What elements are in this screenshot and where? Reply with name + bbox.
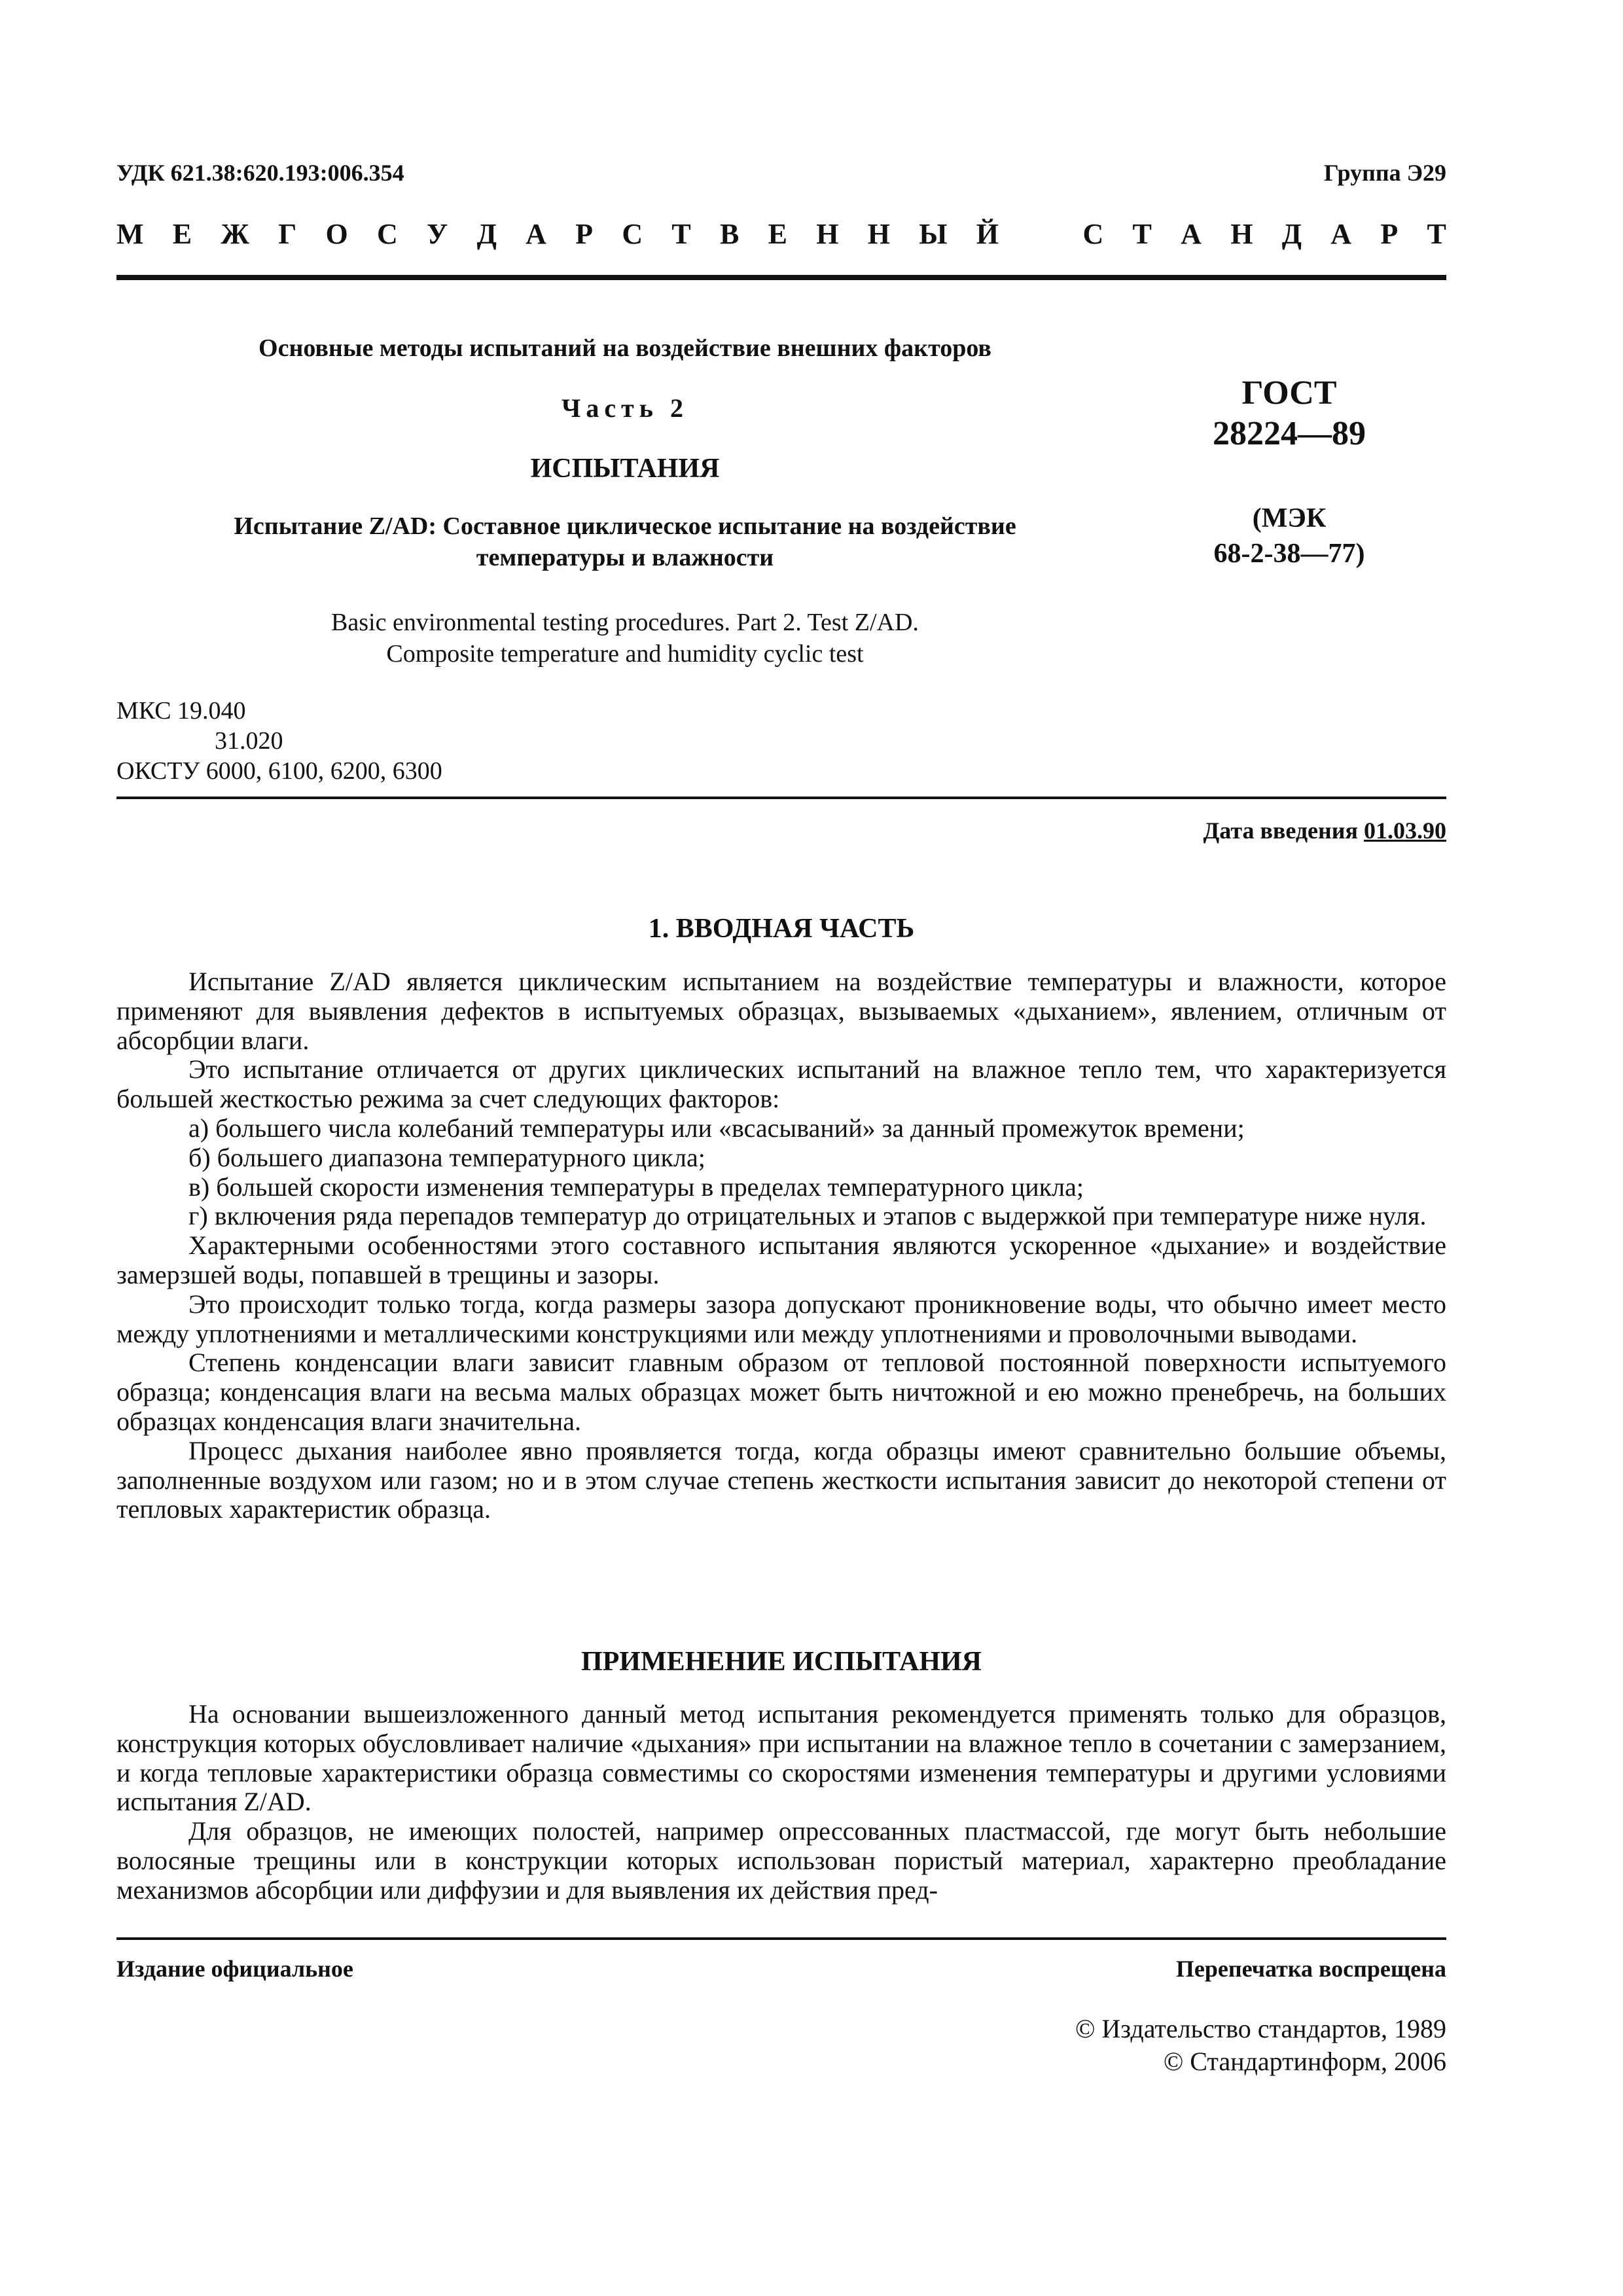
effective-date-value: 01.03.90 (1364, 817, 1446, 844)
english-title (144, 607, 1106, 670)
paragraph: Степень конденсации влаги зависит главным образом от тепловой постоянной поверхности испытуемого образца; конденсация влаги на весьма малых образцах может быть ничтожной и ею можно пренебречь, на больших образцах конденсация влаги значительна. (116, 1348, 1446, 1436)
section-label: ИСПЫТАНИЯ (530, 454, 720, 484)
heading-letter: Н (1230, 218, 1253, 250)
gost-label: ГОСТ (1241, 374, 1337, 412)
copyright-line-2: © Стандартинформ, 2006 (1163, 2047, 1446, 2076)
heading-letter: Р (575, 218, 594, 250)
paragraph: Это испытание отличается от других циклических испытаний на влажное тепло тем, что характеризуется большей жесткостью режима за счет следующих факторов: (116, 1054, 1446, 1114)
heading-letter: Т (671, 218, 691, 250)
iec-line-1: (МЭК (1252, 503, 1327, 533)
heading-letter: Е (172, 218, 192, 250)
heading-letter: Г (278, 218, 297, 250)
heading-letter: С (376, 218, 398, 250)
udk-code: УДК 621.38:620.193:006.354 (116, 160, 404, 186)
effective-date-label: Дата введения (1203, 817, 1358, 844)
part-label: Часть 2 (562, 393, 688, 423)
header-rule (116, 275, 1446, 280)
heading-gap (1027, 216, 1054, 253)
section-1-body (116, 967, 1446, 1524)
test-title-line-2: температуры и влажности (476, 544, 774, 571)
heading-letter: Ж (221, 218, 249, 250)
english-title-line-2: Composite temperature and humidity cyclic test (386, 640, 864, 668)
paragraph: Процесс дыхания наиболее явно проявляется тогда, когда образцы имеют сравнительно большие объемы, заполненные воздухом или газом; но и в этом случае степень жесткости испытания зависит до некоторой степени от тепловых характеристик образца. (116, 1435, 1446, 1524)
heading-letter: Д (476, 218, 497, 250)
classification-rule (116, 797, 1446, 799)
list-item: г) включения ряда перепадов температур до отрицательных и этапов с выдержкой при температуре ниже нуля. (188, 1201, 1427, 1231)
paragraph: Для образцов, не имеющих полостей, например опрессованных пластмассой, где могут быть небольшие волосяные трещины или в конструкции которых использован пористый материал, характерно преобладание механизмов абсорбции или диффузии и для выявления их действия пред- (116, 1816, 1446, 1905)
test-title-line-1: Испытание Z/AD: Составное циклическое испытание на воздействие (234, 512, 1016, 540)
copyright-block (1075, 2013, 1446, 2078)
section-2-title: ПРИМЕНЕНИЕ ИСПЫТАНИЯ (580, 1647, 982, 1677)
heading-letter: Ы (919, 218, 948, 250)
heading-letter: С (622, 218, 643, 250)
section-2-body (116, 1700, 1446, 1905)
iec-line-2: 68-2-38—77) (1213, 539, 1365, 569)
mks-code-2: 31.020 (215, 727, 283, 755)
paragraph: Это происходит только тогда, когда размеры зазора допускают проникновение воды, что обычно имеет место между уплотнениями и металлическими конструкциями или между уплотнениями и проволочными выводами. (116, 1289, 1446, 1348)
group-code: Группа Э29 (1323, 160, 1446, 186)
heading-letter: Т (1427, 218, 1446, 250)
heading-letter: Н (867, 218, 890, 250)
list-item: в) большей скорости изменения температуры в пределах температурного цикла; (188, 1172, 1084, 1202)
heading-letter: У (427, 218, 448, 250)
list-item: а) большего числа колебаний температуры или «всасываний» за данный промежуток времени; (188, 1113, 1245, 1143)
paragraph: Испытание Z/AD является циклическим испытанием на воздействие температуры и влажности, которое применяют для выявления дефектов в испытуемых образцах, вызываемых «дыханием», явлением, отличным от абсорбции влаги. (116, 967, 1446, 1055)
okstu-code: ОКСТУ 6000, 6100, 6200, 6300 (116, 757, 442, 785)
official-edition: Издание официальное (116, 1956, 353, 1982)
heading-letter: А (1181, 218, 1202, 250)
heading-letter: А (1330, 218, 1352, 250)
test-title (144, 511, 1106, 573)
heading-letter: Д (1281, 218, 1302, 250)
heading-letter: А (526, 218, 546, 250)
heading-letter: В (720, 218, 740, 250)
classification-codes (116, 696, 442, 786)
heading-letter: Й (976, 218, 999, 250)
heading-letter: О (325, 218, 348, 250)
mks-code: МКС 19.040 (116, 697, 246, 725)
copyright-line-1: © Издательство стандартов, 1989 (1075, 2014, 1446, 2043)
gost-number: 28224—89 (1213, 415, 1366, 452)
section-1-title: 1. ВВОДНАЯ ЧАСТЬ (648, 914, 915, 944)
list-item: б) большего диапазона температурного цикла; (188, 1142, 705, 1172)
paragraph: Характерными особенностями этого составного испытания являются ускоренное «дыхание» и воздействие замерзшей воды, попавшей в трещины и зазоры. (116, 1230, 1446, 1289)
heading-letter: М (116, 218, 144, 250)
heading-letter: Т (1132, 218, 1152, 250)
gost-designation (1113, 373, 1466, 454)
heading-letter: Н (816, 218, 839, 250)
heading-letter: Р (1380, 218, 1399, 250)
paragraph: На основании вышеизложенного данный метод испытания рекомендуется применять только для образцов, конструкция которых обусловливает наличие «дыхания» при испытании на влажное тепло в сочетании с замерзанием, и когда тепловые характеристики образца совместимы со скоростями изменения температуры и другими условиями испытания Z/AD. (116, 1699, 1446, 1817)
effective-date (1204, 817, 1447, 844)
heading-letter: С (1082, 218, 1104, 250)
iec-reference (1113, 501, 1466, 571)
footer-rule (116, 1937, 1446, 1940)
interstate-standard-heading (116, 216, 1446, 253)
document-title: Основные методы испытаний на воздействие внешних факторов (259, 334, 991, 362)
english-title-line-1: Basic environmental testing procedures. Part 2. Test Z/AD. (331, 609, 919, 636)
reprint-prohibited: Перепечатка воспрещена (1175, 1956, 1446, 1982)
heading-letter: Е (768, 218, 787, 250)
